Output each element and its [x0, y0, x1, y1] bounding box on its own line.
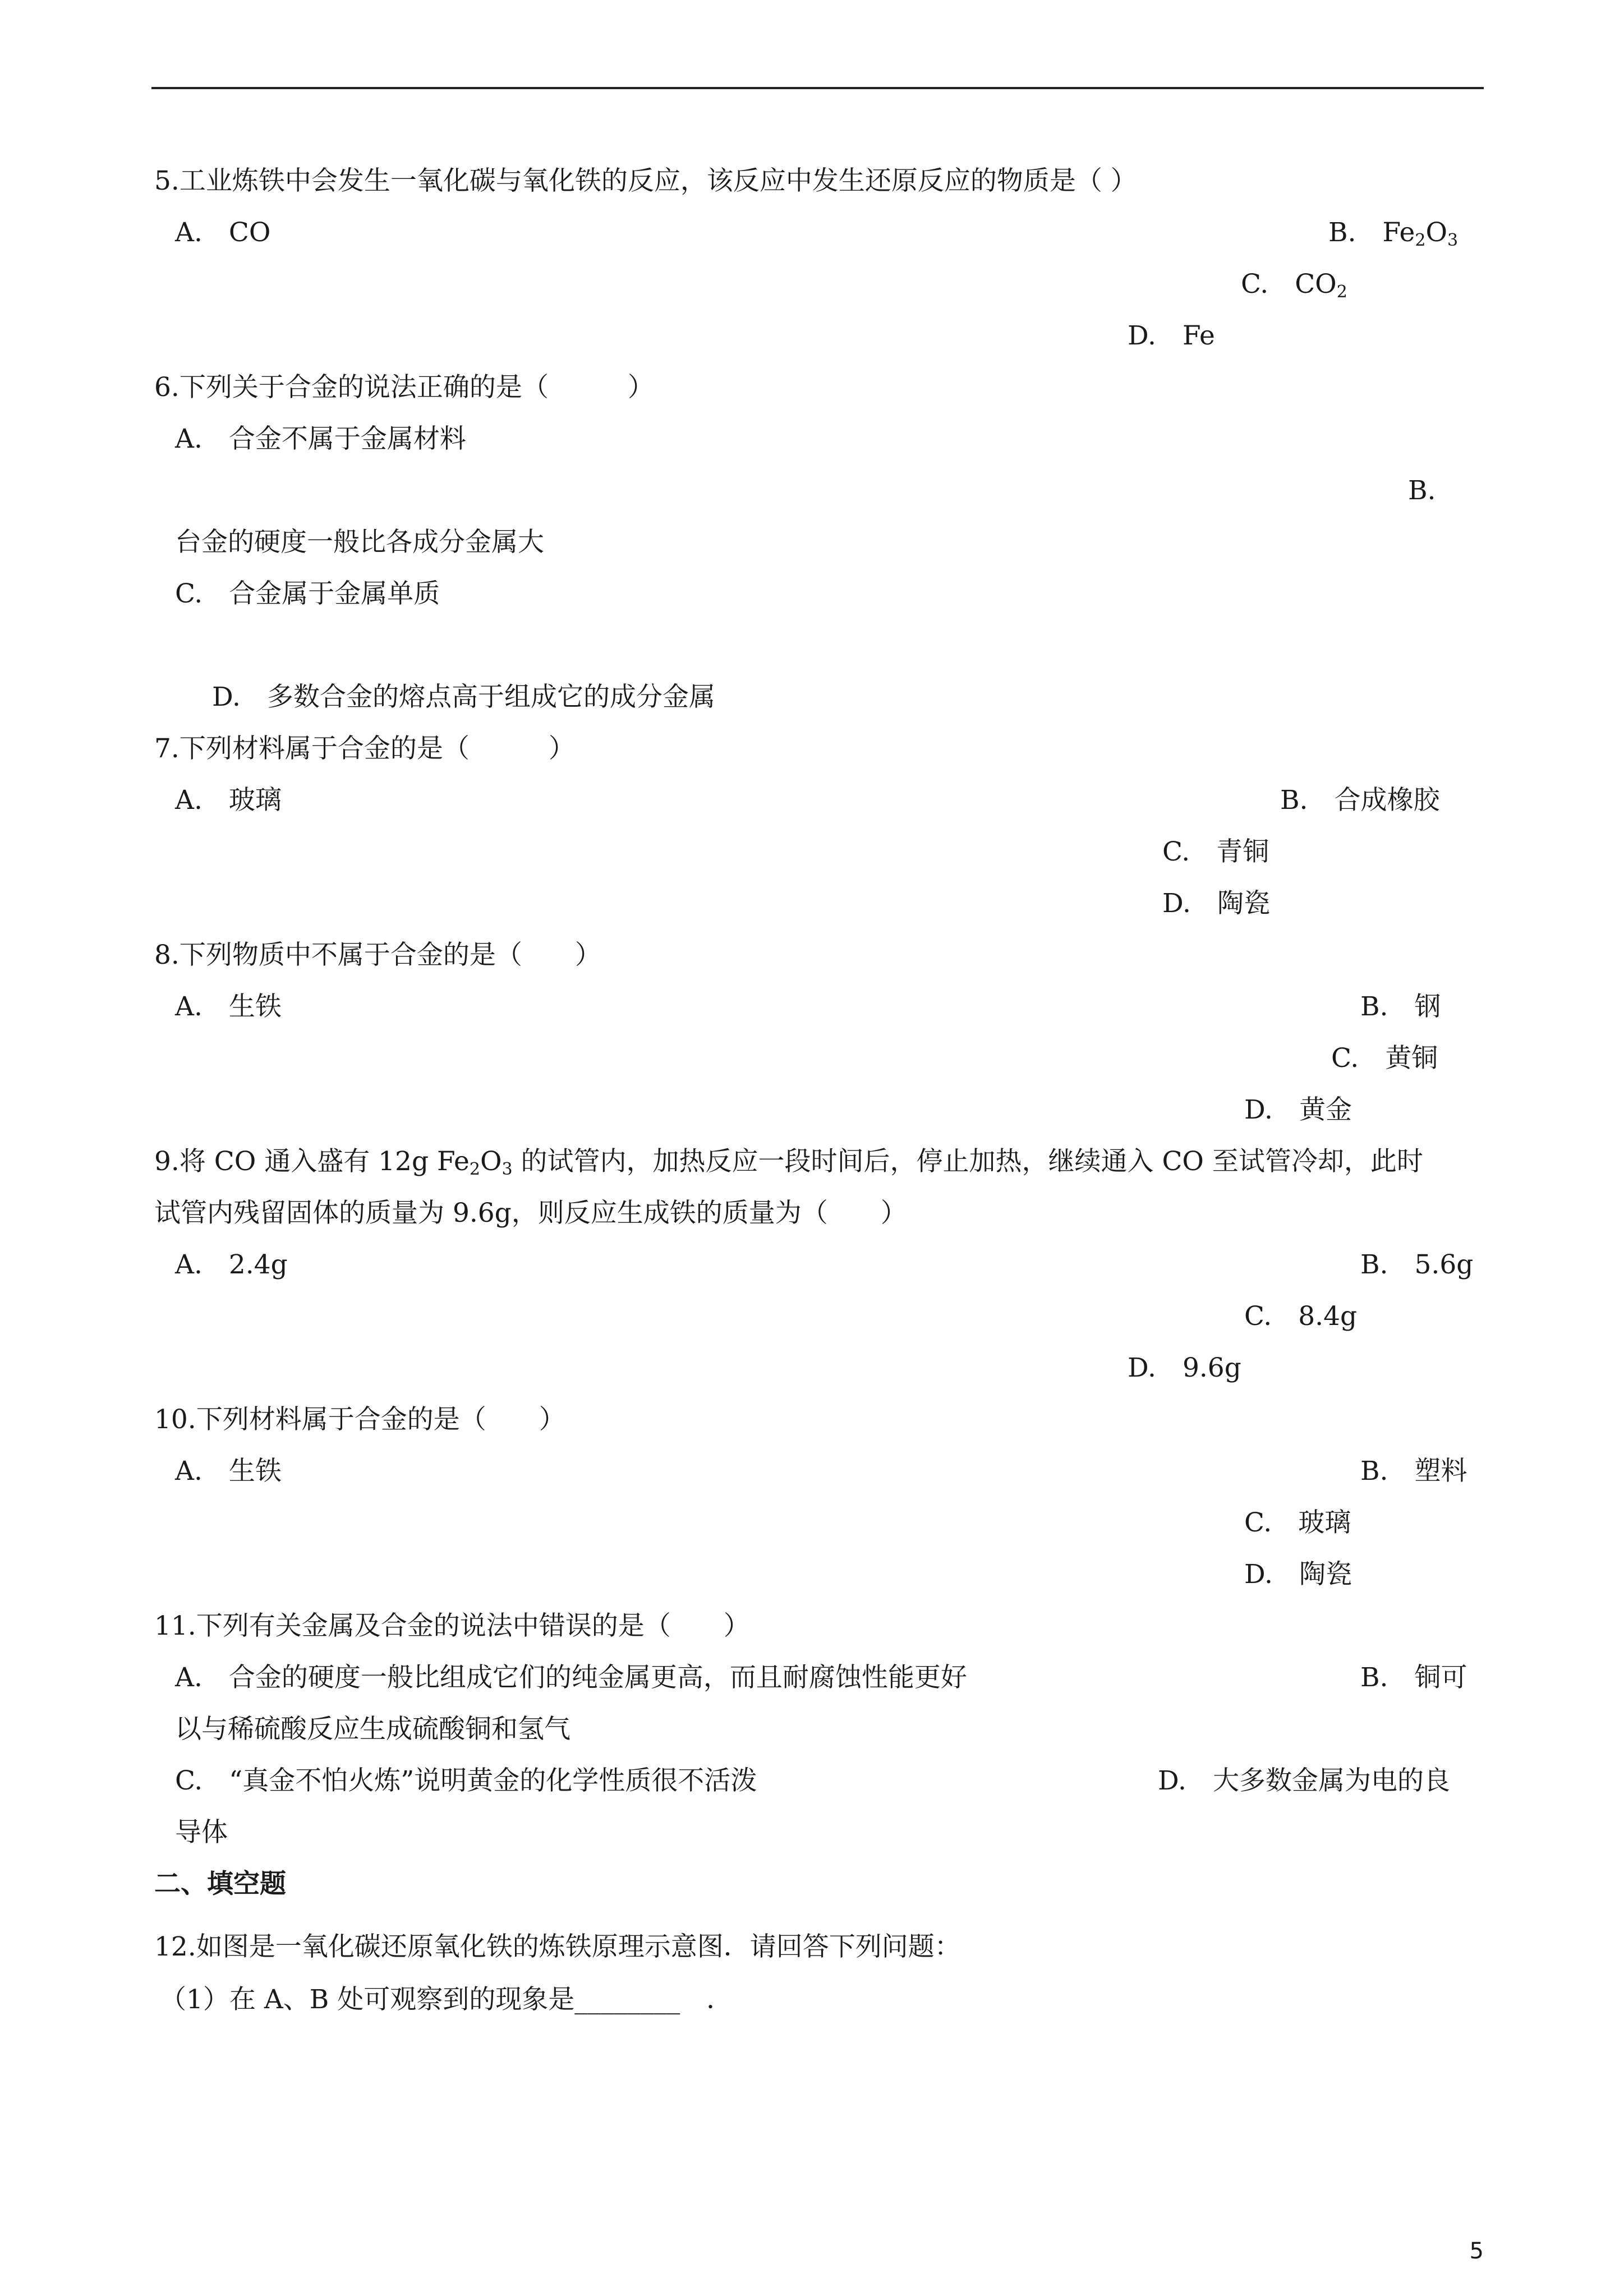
question-5-option-b: B. $Fe_2O_3$: [1328, 217, 1459, 250]
question-10-option-d: D. 陶瓷: [1244, 1559, 1352, 1590]
question-8-stem: 8.下列物质中不属于合金的是（ ）: [154, 940, 601, 970]
question-11-stem: 11.下列有关金属及合金的说法中错误的是（ ）: [154, 1611, 750, 1641]
question-9-option-d: D. 9.6g: [1128, 1352, 1241, 1383]
header-rule: [151, 87, 1484, 89]
question-8-option-b: B. 钢: [1360, 991, 1441, 1022]
question-11-option-d-continued: 导体: [175, 1817, 228, 1848]
question-9-option-a: A. 2.4g: [175, 1249, 288, 1280]
question-6-stem: 6.下列关于合金的说法正确的是（ ）: [154, 372, 654, 403]
question-12-sub-1: （1）在 A、B 处可观察到的现象是________ ．: [160, 1984, 733, 2015]
question-10-option-c: C. 玻璃: [1244, 1507, 1351, 1538]
question-5-option-d: D. Fe: [1128, 320, 1215, 351]
question-6-option-b-text: 台金的硬度一般比各成分金属大: [175, 527, 544, 558]
question-6-option-c: C. 合金属于金属单质: [175, 578, 440, 609]
question-7-stem: 7.下列材料属于合金的是（ ）: [154, 733, 575, 764]
question-11-option-b-continued: 以与稀硫酸反应生成硫酸铜和氢气: [175, 1714, 571, 1745]
question-10-stem: 10.下列材料属于合金的是（ ）: [154, 1404, 565, 1435]
question-7-option-c: C. 青铜: [1162, 836, 1269, 867]
question-8-option-c: C. 黄铜: [1331, 1043, 1438, 1074]
section-title: 二、填空题: [154, 1869, 286, 1899]
question-5-option-c: C. $CO_2$: [1241, 269, 1347, 302]
question-11-option-c: C. “真金不怕火炼”说明黄金的化学性质很不活泼: [175, 1765, 757, 1796]
question-5-stem: 5.工业炼铁中会发生一氧化碳与氧化铁的反应，该反应中发生还原反应的物质是（ ）: [154, 165, 1137, 196]
question-8-option-d: D. 黄金: [1244, 1094, 1352, 1125]
question-5-option-a: A. CO: [175, 217, 271, 248]
question-9-option-b: B. 5.6g: [1360, 1249, 1474, 1280]
question-9-stem-line2: 试管内残留固体的质量为 9.6g，则反应生成铁的质量为（ ）: [154, 1198, 907, 1228]
question-6-option-d: D. 多数合金的熔点高于组成它的成分金属: [212, 682, 715, 712]
question-9-option-c: C. 8.4g: [1244, 1301, 1358, 1332]
question-11-option-b: B. 铜可: [1360, 1662, 1467, 1693]
page-number: 5: [1469, 2238, 1484, 2264]
question-12-stem: 12.如图是一氧化碳还原氧化铁的炼铁原理示意图．请回答下列问题：: [154, 1931, 961, 1962]
question-11-option-a: A. 合金的硬度一般比组成它们的纯金属更高，而且耐腐蚀性能更好: [175, 1662, 967, 1693]
question-7-option-d: D. 陶瓷: [1162, 888, 1270, 919]
question-11-option-d: D. 大多数金属为电的良: [1158, 1765, 1450, 1796]
question-9-stem-line1: 9.将 CO 通入盛有 12g $Fe_2O_3$ 的试管内，加热反应一段时间后，停止加热，继续通入 CO 至试管冷却，此时: [154, 1146, 1423, 1179]
question-6-option-b-label: B.: [1408, 475, 1436, 506]
question-10-option-a: A. 生铁: [175, 1456, 282, 1487]
question-7-option-b: B. 合成橡胶: [1280, 785, 1440, 816]
question-7-option-a: A. 玻璃: [175, 785, 282, 816]
question-6-option-a: A. 合金不属于金属材料: [175, 424, 466, 454]
question-10-option-b: B. 塑料: [1360, 1456, 1467, 1487]
question-8-option-a: A. 生铁: [175, 991, 282, 1022]
